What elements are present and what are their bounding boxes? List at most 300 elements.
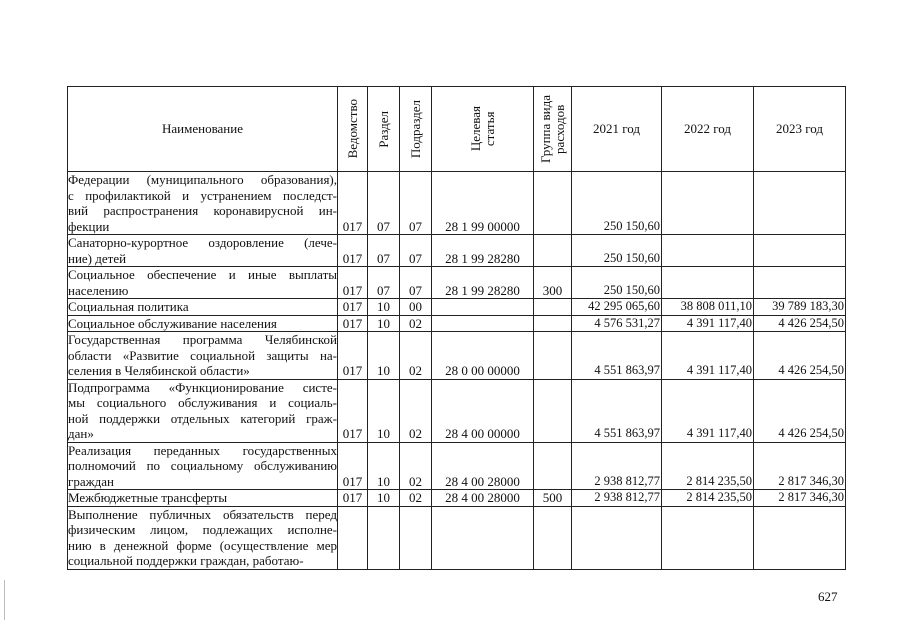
cell-value-section: 07: [377, 218, 390, 234]
cell-value-group: [534, 553, 571, 569]
cell-value-ministry: 017: [342, 250, 363, 266]
cell-value-subsection: 02: [409, 490, 422, 505]
cell-value-ministry: 017: [342, 426, 363, 441]
cell-spacer: [572, 348, 661, 364]
cell-spacer: [338, 443, 367, 459]
cell-value-section: 10: [377, 426, 390, 441]
cell-y2021: [572, 379, 662, 442]
cell-spacer: [572, 188, 661, 204]
cell-value-subsection: 07: [409, 250, 422, 266]
cell-target: [432, 379, 534, 442]
row-name-line: Социальное обслуживание населения: [68, 315, 277, 331]
cell-spacer: [754, 443, 845, 459]
cell-y2021: [572, 172, 662, 235]
row-name-line: социальной поддержки граждан, работаю-: [68, 553, 304, 568]
cell-spacer: [368, 203, 399, 219]
cell-value-y2022: [662, 553, 753, 569]
row-name: [68, 490, 338, 507]
cell-value-section: 07: [377, 250, 390, 266]
cell-spacer: [572, 458, 661, 474]
cell-spacer: [368, 522, 399, 538]
cell-spacer: [754, 411, 845, 427]
cell-spacer: [400, 380, 431, 396]
cell-spacer: [432, 235, 533, 251]
cell-group: [534, 267, 572, 299]
cell-spacer: [400, 538, 431, 554]
header-group: Группа вида расходов: [534, 87, 572, 172]
cell-group: [534, 315, 572, 332]
cell-value-y2021: 4 551 863,97: [594, 426, 660, 440]
header-ministry: Ведомство: [338, 87, 368, 172]
cell-spacer: [338, 188, 367, 204]
cell-y2021: [572, 299, 662, 316]
cell-y2023: [754, 379, 846, 442]
cell-value-target: 28 1 99 28280: [445, 282, 520, 298]
cell-value-y2022: 38 808 011,10: [680, 299, 752, 313]
cell-y2023: [754, 315, 846, 332]
cell-value-y2021: 2 938 812,77: [594, 473, 660, 488]
cell-value-subsection: 00: [409, 299, 422, 314]
cell-y2021: [572, 506, 662, 569]
cell-y2023: [754, 506, 846, 569]
cell-spacer: [572, 172, 661, 188]
cell-spacer: [368, 443, 399, 459]
cell-spacer: [662, 380, 753, 396]
cell-spacer: [432, 507, 533, 523]
cell-group: [534, 379, 572, 442]
cell-value-section: 10: [377, 490, 390, 505]
cell-value-group: [534, 251, 571, 267]
cell-subsection: [400, 235, 432, 267]
row-name-line: Реализация переданных государственных: [68, 442, 337, 458]
cell-value-target: [432, 299, 533, 315]
cell-ministry: [338, 506, 368, 569]
cell-spacer: [432, 332, 533, 348]
cell-y2023: [754, 267, 846, 299]
cell-spacer: [754, 267, 845, 283]
cell-value-target: 28 1 99 28280: [445, 250, 520, 266]
cell-target: [432, 315, 534, 332]
cell-ministry: [338, 267, 368, 299]
cell-y2023: [754, 235, 846, 267]
cell-spacer: [754, 172, 845, 188]
cell-spacer: [534, 348, 571, 364]
cell-spacer: [400, 172, 431, 188]
row-name: [68, 379, 338, 442]
table-row: [68, 506, 846, 569]
cell-spacer: [400, 507, 431, 523]
cell-spacer: [432, 443, 533, 459]
row-name: [68, 442, 338, 490]
cell-value-group: [534, 299, 571, 315]
cell-spacer: [400, 411, 431, 427]
table-row: [68, 442, 846, 490]
row-name-line: нию в денежной форме (осуществление мер: [68, 537, 337, 553]
cell-spacer: [754, 348, 845, 364]
row-name-line: с профилактикой и устранением последст-: [68, 187, 337, 203]
cell-value-target: 28 1 99 00000: [445, 218, 520, 234]
cell-value-y2021: 2 938 812,77: [594, 490, 660, 504]
cell-section: [368, 332, 400, 380]
cell-value-subsection: 02: [409, 363, 422, 378]
cell-spacer: [338, 235, 367, 251]
cell-value-y2023: [754, 553, 845, 569]
cell-value-subsection: 07: [409, 218, 422, 234]
cell-spacer: [754, 235, 845, 251]
cell-spacer: [662, 443, 753, 459]
cell-spacer: [572, 267, 661, 283]
cell-section: [368, 490, 400, 507]
cell-y2021: [572, 332, 662, 380]
cell-spacer: [432, 203, 533, 219]
cell-value-y2021: 250 150,60: [603, 282, 660, 297]
table-row: [68, 299, 846, 316]
cell-spacer: [754, 458, 845, 474]
cell-spacer: [534, 267, 571, 283]
cell-spacer: [534, 380, 571, 396]
header-2023: 2023 год: [754, 87, 846, 172]
cell-section: [368, 299, 400, 316]
cell-spacer: [534, 188, 571, 204]
cell-spacer: [400, 332, 431, 348]
cell-value-ministry: 017: [342, 473, 363, 489]
cell-spacer: [338, 348, 367, 364]
header-name: Наименование: [68, 87, 338, 172]
cell-spacer: [572, 411, 661, 427]
cell-ministry: [338, 442, 368, 490]
cell-ministry: [338, 299, 368, 316]
cell-spacer: [338, 172, 367, 188]
cell-value-ministry: 017: [342, 490, 363, 505]
cell-spacer: [432, 522, 533, 538]
cell-target: [432, 267, 534, 299]
row-name-line: селения в Челябинской области»: [68, 363, 250, 378]
cell-section: [368, 379, 400, 442]
cell-target: [432, 506, 534, 569]
cell-section: [368, 506, 400, 569]
cell-spacer: [368, 188, 399, 204]
cell-spacer: [662, 267, 753, 283]
cell-target: [432, 235, 534, 267]
row-name: [68, 267, 338, 299]
cell-ministry: [338, 379, 368, 442]
cell-value-y2022: [662, 283, 753, 299]
cell-value-y2022: [662, 251, 753, 267]
cell-value-target: [432, 316, 533, 332]
cell-spacer: [534, 203, 571, 219]
cell-value-group: [534, 474, 571, 490]
row-name-line: физическим лицом, подлежащих исполне-: [68, 522, 337, 537]
cell-value-section: 10: [377, 363, 390, 378]
header-2022: 2022 год: [662, 87, 754, 172]
cell-target: [432, 332, 534, 380]
cell-spacer: [338, 332, 367, 348]
cell-value-y2021: [572, 553, 661, 569]
cell-spacer: [662, 458, 753, 474]
cell-spacer: [534, 538, 571, 554]
cell-spacer: [338, 507, 367, 523]
row-name: [68, 315, 338, 332]
cell-spacer: [534, 443, 571, 459]
cell-spacer: [368, 172, 399, 188]
cell-spacer: [368, 507, 399, 523]
cell-value-target: 28 4 00 00000: [445, 426, 520, 441]
cell-spacer: [534, 507, 571, 523]
cell-value-section: 10: [377, 473, 390, 489]
cell-y2021: [572, 315, 662, 332]
table-row: [68, 235, 846, 267]
cell-value-subsection: 02: [409, 315, 422, 331]
cell-subsection: [400, 506, 432, 569]
cell-value-y2023: 4 426 254,50: [778, 315, 844, 330]
cell-ministry: [338, 332, 368, 380]
cell-spacer: [534, 395, 571, 411]
cell-spacer: [572, 395, 661, 411]
cell-value-subsection: 07: [409, 282, 422, 298]
table-row: [68, 267, 846, 299]
cell-subsection: [400, 379, 432, 442]
cell-value-ministry: 017: [342, 282, 363, 298]
row-name-line: дан»: [68, 426, 94, 441]
cell-value-y2023: [754, 219, 845, 235]
cell-value-section: [368, 553, 399, 569]
cell-spacer: [754, 538, 845, 554]
cell-spacer: [572, 380, 661, 396]
cell-spacer: [662, 332, 753, 348]
cell-group: [534, 235, 572, 267]
cell-spacer: [368, 380, 399, 396]
cell-subsection: [400, 442, 432, 490]
cell-spacer: [754, 522, 845, 538]
cell-value-group: [534, 363, 571, 379]
cell-spacer: [662, 348, 753, 364]
row-name-line: Подпрограмма «Функционирование систе-: [68, 379, 337, 395]
cell-value-subsection: [400, 553, 431, 569]
cell-value-y2022: 2 814 235,50: [686, 490, 752, 504]
cell-group: [534, 299, 572, 316]
cell-spacer: [534, 522, 571, 538]
cell-spacer: [662, 507, 753, 523]
cell-value-y2022: [662, 219, 753, 235]
cell-spacer: [662, 172, 753, 188]
cell-subsection: [400, 315, 432, 332]
row-name-line: мы социального обслуживания и социаль-: [68, 395, 337, 410]
row-name: [68, 506, 338, 569]
cell-spacer: [338, 395, 367, 411]
cell-value-group: [534, 316, 571, 332]
cell-y2021: [572, 267, 662, 299]
cell-value-group: 500: [542, 490, 563, 505]
cell-spacer: [400, 348, 431, 364]
cell-y2022: [662, 490, 754, 507]
cell-value-y2022: 4 391 117,40: [686, 315, 752, 330]
cell-ministry: [338, 172, 368, 235]
cell-y2023: [754, 172, 846, 235]
header-subsection: Подраздел: [400, 87, 432, 172]
cell-value-y2022: 4 391 117,40: [686, 363, 752, 377]
cell-subsection: [400, 267, 432, 299]
cell-target: [432, 172, 534, 235]
row-name-line: ние) детей: [68, 250, 127, 266]
row-name-line: населению: [68, 282, 129, 298]
cell-y2022: [662, 332, 754, 380]
cell-value-y2022: 2 814 235,50: [686, 473, 752, 488]
cell-value-y2022: 4 391 117,40: [686, 426, 752, 440]
cell-value-subsection: 02: [409, 426, 422, 441]
cell-value-y2023: 2 817 346,30: [778, 490, 844, 504]
cell-spacer: [572, 235, 661, 251]
cell-subsection: [400, 332, 432, 380]
cell-spacer: [662, 203, 753, 219]
cell-spacer: [400, 443, 431, 459]
row-name-line: Социальная политика: [68, 299, 189, 314]
cell-spacer: [534, 411, 571, 427]
cell-y2022: [662, 235, 754, 267]
cell-spacer: [662, 235, 753, 251]
cell-spacer: [432, 267, 533, 283]
cell-value-y2023: [754, 283, 845, 299]
cell-value-group: [534, 219, 571, 235]
cell-spacer: [432, 538, 533, 554]
cell-value-y2023: 4 426 254,50: [778, 363, 844, 377]
row-name-line: фекции: [68, 218, 110, 234]
table-row: [68, 332, 846, 380]
row-name-line: Санаторно-курортное оздоровление (лече-: [68, 235, 337, 250]
cell-spacer: [754, 507, 845, 523]
cell-spacer: [572, 443, 661, 459]
cell-spacer: [400, 267, 431, 283]
cell-y2021: [572, 490, 662, 507]
cell-value-group: [534, 426, 571, 442]
cell-spacer: [534, 235, 571, 251]
cell-spacer: [338, 380, 367, 396]
cell-spacer: [368, 348, 399, 364]
cell-subsection: [400, 490, 432, 507]
cell-value-y2021: 250 150,60: [603, 250, 660, 265]
cell-value-section: 07: [377, 282, 390, 298]
cell-value-section: 10: [377, 315, 390, 331]
row-name-line: Государственная программа Челябинской: [68, 332, 337, 347]
cell-value-target: 28 0 00 00000: [445, 363, 520, 378]
header-section: Раздел: [368, 87, 400, 172]
cell-spacer: [432, 411, 533, 427]
cell-value-target: [432, 553, 533, 569]
cell-y2022: [662, 172, 754, 235]
row-name: [68, 299, 338, 316]
cell-y2022: [662, 506, 754, 569]
cell-spacer: [754, 332, 845, 348]
cell-spacer: [662, 522, 753, 538]
cell-subsection: [400, 299, 432, 316]
table-body: [68, 172, 846, 570]
header-target: Целевая статья: [432, 87, 534, 172]
cell-spacer: [572, 203, 661, 219]
cell-y2021: [572, 235, 662, 267]
row-name: [68, 332, 338, 380]
cell-group: [534, 172, 572, 235]
cell-spacer: [400, 395, 431, 411]
cell-spacer: [534, 458, 571, 474]
cell-y2023: [754, 442, 846, 490]
table-row: [68, 379, 846, 442]
cell-ministry: [338, 315, 368, 332]
cell-spacer: [338, 458, 367, 474]
cell-value-target: 28 4 00 28000: [445, 490, 520, 505]
cell-spacer: [368, 332, 399, 348]
cell-spacer: [368, 538, 399, 554]
cell-spacer: [572, 538, 661, 554]
page-edge-line: [4, 580, 5, 620]
cell-y2023: [754, 490, 846, 507]
cell-spacer: [754, 380, 845, 396]
row-name-line: Выполнение публичных обязательств перед: [68, 506, 337, 522]
cell-spacer: [534, 172, 571, 188]
cell-value-y2021: 250 150,60: [603, 218, 660, 233]
cell-group: [534, 332, 572, 380]
cell-y2022: [662, 379, 754, 442]
table-header-row: [68, 87, 846, 172]
cell-ministry: [338, 235, 368, 267]
cell-section: [368, 235, 400, 267]
cell-value-group: 300: [542, 282, 563, 298]
cell-value-ministry: 017: [342, 299, 363, 314]
cell-spacer: [400, 458, 431, 474]
cell-value-y2021: 4 551 863,97: [594, 363, 660, 377]
cell-spacer: [572, 522, 661, 538]
cell-spacer: [400, 188, 431, 204]
row-name: [68, 235, 338, 267]
cell-spacer: [368, 458, 399, 474]
cell-section: [368, 267, 400, 299]
cell-spacer: [754, 203, 845, 219]
cell-value-ministry: [338, 553, 367, 569]
cell-spacer: [368, 267, 399, 283]
cell-target: [432, 490, 534, 507]
cell-value-y2021: 42 295 065,60: [588, 299, 660, 313]
cell-spacer: [432, 380, 533, 396]
cell-section: [368, 315, 400, 332]
cell-y2021: [572, 442, 662, 490]
row-name-line: граждан: [68, 473, 114, 489]
cell-subsection: [400, 172, 432, 235]
row-name-line: области «Развитие социальной защиты на-: [68, 347, 337, 363]
cell-value-y2023: 4 426 254,50: [778, 426, 844, 440]
cell-value-y2021: 4 576 531,27: [594, 315, 660, 330]
cell-spacer: [368, 395, 399, 411]
cell-spacer: [572, 507, 661, 523]
row-name-line: Межбюджетные трансферты: [68, 490, 228, 505]
cell-value-y2023: 2 817 346,30: [778, 473, 844, 488]
cell-value-y2023: 39 789 183,30: [772, 299, 844, 313]
row-name-line: Социальное обеспечение и иные выплаты: [68, 267, 337, 282]
cell-spacer: [432, 172, 533, 188]
cell-spacer: [368, 235, 399, 251]
cell-spacer: [338, 411, 367, 427]
cell-group: [534, 442, 572, 490]
cell-group: [534, 506, 572, 569]
cell-y2022: [662, 299, 754, 316]
cell-section: [368, 172, 400, 235]
row-name-line: полномочий по социальному обслуживанию: [68, 458, 337, 473]
cell-spacer: [572, 332, 661, 348]
cell-value-target: 28 4 00 28000: [445, 473, 520, 489]
cell-y2022: [662, 315, 754, 332]
cell-target: [432, 299, 534, 316]
cell-spacer: [754, 188, 845, 204]
cell-spacer: [338, 267, 367, 283]
cell-spacer: [338, 522, 367, 538]
header-2021: 2021 год: [572, 87, 662, 172]
